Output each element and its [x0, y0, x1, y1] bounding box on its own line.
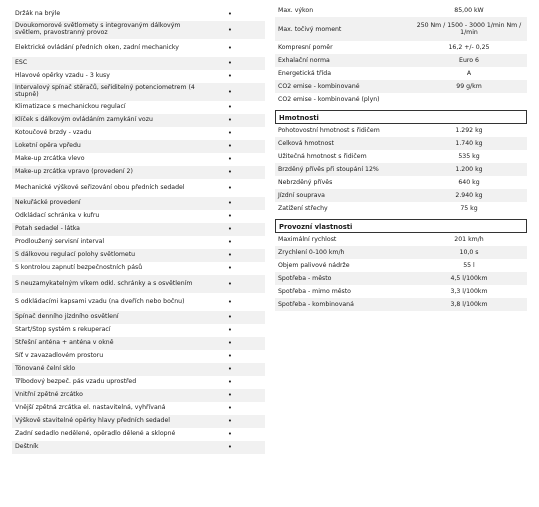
feature-row: [12, 127, 265, 140]
weight-spec-row: [275, 150, 527, 163]
performance-spec-row: [275, 233, 527, 246]
spec-value: 1.200 kg: [411, 163, 527, 176]
spec-label: Spotřeba - mimo město: [275, 285, 411, 298]
feature-label: Mechanické výškové seřizování obou předních sedadel: [12, 179, 195, 197]
weights-spec-table: [275, 124, 527, 215]
feature-label: S neuzamykatelným víkem odkl. schránky a s osvětlením: [12, 275, 195, 293]
feature-label: Start/Stop systém s rekuperací: [12, 324, 195, 337]
feature-label: Vnější zpětná zrcátka el. nastavitelná, vyhřívaná: [12, 402, 195, 415]
spec-label: CO2 emise - kombinované: [275, 80, 411, 93]
feature-row: [12, 114, 265, 127]
feature-included-marker: •: [195, 293, 265, 311]
engine-spec-row: [275, 67, 527, 80]
spec-label: Maximální rychlost: [275, 233, 411, 246]
spec-value: 10,0 s: [411, 246, 527, 259]
feature-label: Make-up zrcátka vlevo: [12, 153, 195, 166]
feature-included-marker: •: [195, 337, 265, 350]
feature-row: [12, 389, 265, 402]
feature-row: [12, 324, 265, 337]
performance-spec-row: [275, 259, 527, 272]
feature-row: [12, 350, 265, 363]
equipment-table: [12, 8, 265, 454]
spec-value: 201 km/h: [411, 233, 527, 246]
feature-row: [12, 363, 265, 376]
feature-included-marker: •: [195, 39, 265, 57]
feature-row: [12, 153, 265, 166]
engine-spec-body: [275, 4, 527, 106]
weight-spec-row: [275, 124, 527, 137]
feature-label: Odkládací schránka v kufru: [12, 210, 195, 223]
spec-value: 99 g/km: [411, 80, 527, 93]
feature-label: ESC: [12, 57, 195, 70]
spec-label: Kompresní poměr: [275, 41, 411, 54]
spec-value: 640 kg: [411, 176, 527, 189]
equipment-table-body: [12, 8, 265, 454]
feature-included-marker: •: [195, 350, 265, 363]
spec-label: Max. točivý moment: [275, 17, 411, 41]
feature-label: Držák na brýle: [12, 8, 195, 21]
feature-row: [12, 337, 265, 350]
spec-label: Pohotovostní hmotnost s řidičem: [275, 124, 411, 137]
feature-row: [12, 223, 265, 236]
spec-value: Euro 6: [411, 54, 527, 67]
engine-spec-row: [275, 17, 527, 41]
feature-label: S odkládacími kapsami vzadu (na dveřích nebo bočnu): [12, 293, 195, 311]
feature-label: Vnitřní zpětné zrcátko: [12, 389, 195, 402]
spec-value: 75 kg: [411, 202, 527, 215]
feature-label: Klíček s dálkovým ovládáním zamykání vozu: [12, 114, 195, 127]
feature-row: [12, 275, 265, 293]
feature-included-marker: •: [195, 262, 265, 275]
feature-label: Tónované čelní sklo: [12, 363, 195, 376]
feature-row: [12, 236, 265, 249]
feature-row: [12, 101, 265, 114]
feature-row: [12, 441, 265, 454]
feature-included-marker: •: [195, 127, 265, 140]
feature-label: S dálkovou regulací polohy světlometu: [12, 249, 195, 262]
feature-included-marker: •: [195, 57, 265, 70]
feature-row: [12, 428, 265, 441]
feature-included-marker: •: [195, 275, 265, 293]
feature-label: Kotoučové brzdy - vzadu: [12, 127, 195, 140]
feature-included-marker: •: [195, 21, 265, 39]
feature-row: [12, 57, 265, 70]
feature-included-marker: •: [195, 249, 265, 262]
feature-label: Střešní anténa + anténa v okně: [12, 337, 195, 350]
feature-included-marker: •: [195, 8, 265, 21]
feature-included-marker: •: [195, 311, 265, 324]
engine-spec-row: [275, 93, 527, 106]
feature-row: [12, 311, 265, 324]
feature-label: Zadní sedadlo nedělené, opěradlo dělené a sklopné: [12, 428, 195, 441]
spec-value: 16,2 +/- 0,25: [411, 41, 527, 54]
engine-spec-row: [275, 54, 527, 67]
feature-row: [12, 262, 265, 275]
feature-label: Potah sedadel - látka: [12, 223, 195, 236]
weight-spec-row: [275, 163, 527, 176]
feature-included-marker: •: [195, 210, 265, 223]
feature-label: Síť v zavazadlovém prostoru: [12, 350, 195, 363]
spec-label: Energetická třída: [275, 67, 411, 80]
feature-label: Výškově stavitelné opěrky hlavy předních sedadel: [12, 415, 195, 428]
feature-included-marker: •: [195, 441, 265, 454]
feature-included-marker: •: [195, 179, 265, 197]
feature-included-marker: •: [195, 101, 265, 114]
feature-row: [12, 83, 265, 101]
feature-included-marker: •: [195, 402, 265, 415]
feature-label: Nekuřácké provedení: [12, 197, 195, 210]
spec-label: Exhalační norma: [275, 54, 411, 67]
feature-row: [12, 140, 265, 153]
feature-included-marker: •: [195, 140, 265, 153]
performance-spec-row: [275, 298, 527, 311]
feature-label: Loketní opěra vpředu: [12, 140, 195, 153]
spec-value: A: [411, 67, 527, 80]
engine-spec-row: [275, 80, 527, 93]
spec-label: Zrychlení 0-100 km/h: [275, 246, 411, 259]
feature-label: Klimatizace s mechanickou regulací: [12, 101, 195, 114]
weight-spec-row: [275, 189, 527, 202]
feature-included-marker: •: [195, 197, 265, 210]
feature-row: [12, 39, 265, 57]
feature-label: Elektrické ovládání předních oken, zadní mechanicky: [12, 39, 195, 57]
weights-spec-body: [275, 124, 527, 215]
feature-included-marker: •: [195, 70, 265, 83]
spec-label: Zatížení střechy: [275, 202, 411, 215]
spec-label: Spotřeba - město: [275, 272, 411, 285]
performance-spec-body: [275, 233, 527, 311]
feature-row: [12, 166, 265, 179]
feature-label: Spínač denního jízdního osvětlení: [12, 311, 195, 324]
spec-value: [411, 93, 527, 106]
feature-included-marker: •: [195, 428, 265, 441]
feature-row: [12, 376, 265, 389]
performance-spec-row: [275, 272, 527, 285]
feature-included-marker: •: [195, 389, 265, 402]
feature-label: Make-up zrcátka vpravo (provedení 2): [12, 166, 195, 179]
feature-included-marker: •: [195, 363, 265, 376]
feature-row: [12, 197, 265, 210]
engine-spec-row: [275, 4, 527, 17]
feature-row: [12, 21, 265, 39]
feature-label: S kontrolou zapnutí bezpečnostních pásů: [12, 262, 195, 275]
feature-included-marker: •: [195, 166, 265, 179]
feature-label: Hlavové opěrky vzadu - 3 kusy: [12, 70, 195, 83]
feature-row: [12, 402, 265, 415]
spec-label: Jízdní souprava: [275, 189, 411, 202]
feature-row: [12, 70, 265, 83]
feature-label: Prodloužený servisní interval: [12, 236, 195, 249]
feature-included-marker: •: [195, 153, 265, 166]
engine-spec-row: [275, 41, 527, 54]
weight-spec-row: [275, 202, 527, 215]
feature-included-marker: •: [195, 236, 265, 249]
spec-label: Objem palivové nádrže: [275, 259, 411, 272]
feature-label: Tříbodový bezpeč. pás vzadu uprostřed: [12, 376, 195, 389]
feature-row: [12, 8, 265, 21]
spec-value: 3,3 l/100km: [411, 285, 527, 298]
performance-spec-row: [275, 285, 527, 298]
spec-label: Nebrzděný přívěs: [275, 176, 411, 189]
engine-spec-table: [275, 4, 527, 106]
feature-included-marker: •: [195, 324, 265, 337]
spec-label: CO2 emise - kombinované (plyn): [275, 93, 411, 106]
feature-row: [12, 179, 265, 197]
feature-included-marker: •: [195, 415, 265, 428]
feature-label: Intervalový spínač stěračů, seřiditelný potenciometrem (4 stupně): [12, 83, 195, 101]
feature-included-marker: •: [195, 83, 265, 101]
weight-spec-row: [275, 137, 527, 150]
spec-value: 250 Nm / 1500 - 3000 1/min Nm / 1/min: [411, 17, 527, 41]
specifications-column: [275, 4, 527, 311]
weight-spec-row: [275, 176, 527, 189]
spec-value: 3,8 l/100km: [411, 298, 527, 311]
spec-value: 535 kg: [411, 150, 527, 163]
feature-row: [12, 210, 265, 223]
spec-value: 55 l: [411, 259, 527, 272]
performance-spec-row: [275, 246, 527, 259]
spec-label: Brzděný přívěs při stoupání 12%: [275, 163, 411, 176]
weights-section-header: Hmotnosti: [275, 110, 527, 124]
spec-label: Celková hmotnost: [275, 137, 411, 150]
spec-label: Max. výkon: [275, 4, 411, 17]
feature-label: Dvoukomorové světlomety s integrovaným dálkovým světlem, pravostranný provoz: [12, 21, 195, 39]
spec-value: 85,00 kW: [411, 4, 527, 17]
performance-spec-table: [275, 233, 527, 311]
feature-row: [12, 249, 265, 262]
spec-value: 1.740 kg: [411, 137, 527, 150]
feature-included-marker: •: [195, 376, 265, 389]
feature-label: Deštník: [12, 441, 195, 454]
feature-included-marker: •: [195, 223, 265, 236]
spec-value: 1.292 kg: [411, 124, 527, 137]
spec-label: Spotřeba - kombinovaná: [275, 298, 411, 311]
spec-value: 2.940 kg: [411, 189, 527, 202]
feature-row: [12, 415, 265, 428]
feature-included-marker: •: [195, 114, 265, 127]
spec-value: 4,5 l/100km: [411, 272, 527, 285]
performance-section-header: Provozní vlastnosti: [275, 219, 527, 233]
spec-label: Užitečná hmotnost s řidičem: [275, 150, 411, 163]
feature-row: [12, 293, 265, 311]
